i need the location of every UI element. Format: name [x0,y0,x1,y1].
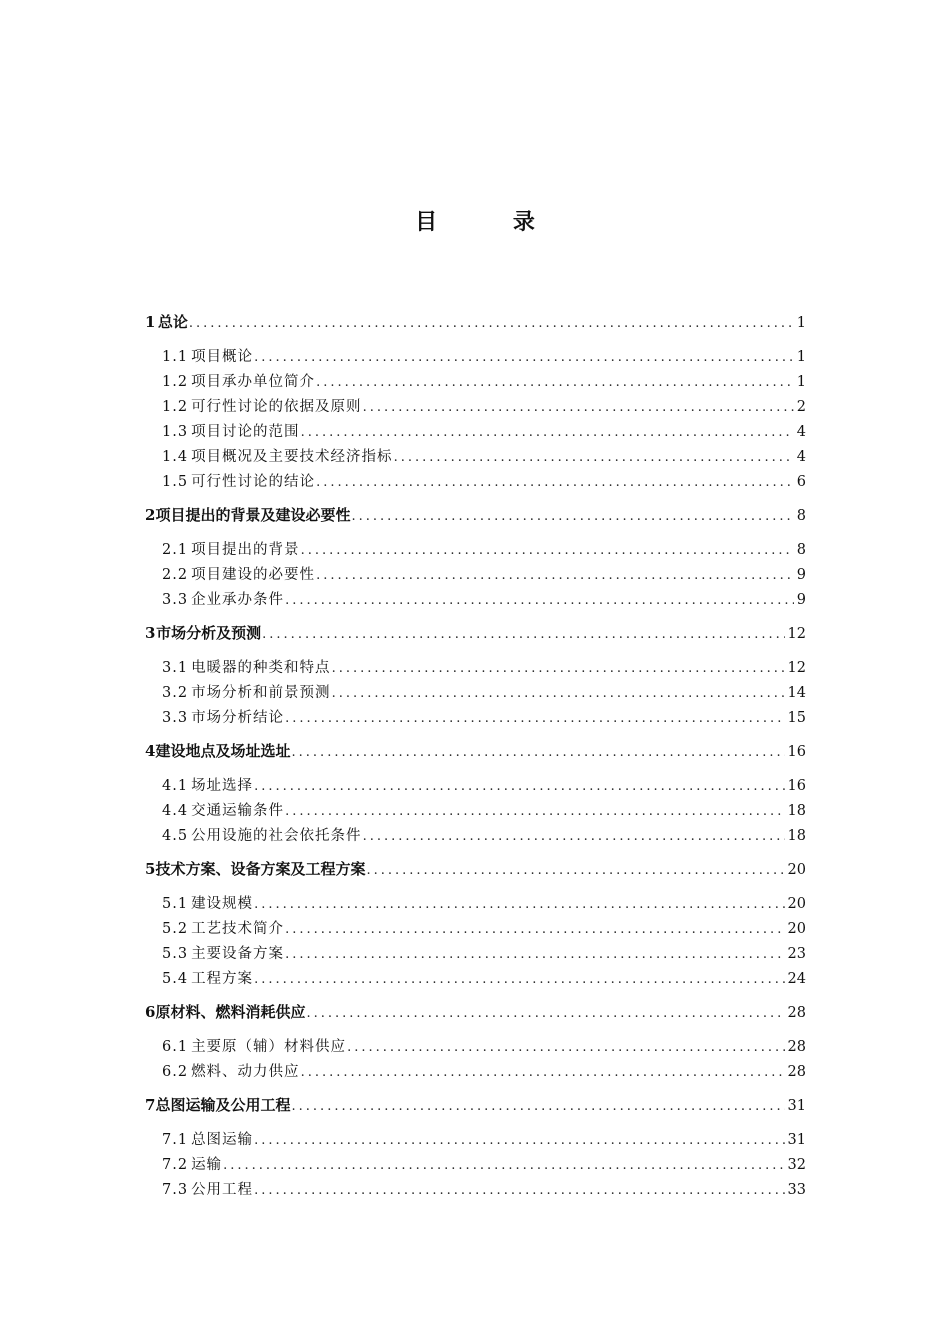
toc-dot-leader [292,745,785,760]
toc-entry-title: 总论 [157,313,188,331]
toc-dot-leader [363,400,794,415]
toc-entry-title: 主要原（辅）材料供应 [191,1039,347,1055]
toc-entry-number: 2 [145,506,156,524]
toc-entry-title: 工艺技术简介 [191,921,285,937]
toc-dot-leader [285,922,784,937]
toc-section-entry[interactable] [162,563,806,584]
toc-entry-number: 3.1 [162,660,189,676]
toc-entry-number: 7.1 [162,1132,189,1148]
toc-page-number: 12 [787,660,806,676]
toc-dot-leader [254,779,784,794]
toc-section-entry[interactable] [162,774,806,795]
toc-section-entry[interactable] [162,1060,806,1081]
toc-entry-number: 2.1 [162,542,189,558]
toc-dot-leader [254,1133,784,1148]
toc-page-number: 20 [787,921,806,937]
toc-dot-leader [254,1183,784,1198]
toc-section-entry[interactable] [162,942,806,963]
toc-chapter-entry[interactable] [145,740,806,761]
toc-entry-title: 交通运输条件 [191,803,285,819]
toc-entry-number: 4.1 [162,778,189,794]
toc-entry-title: 项目讨论的范围 [191,424,300,440]
toc-entry-number: 1 [145,313,156,331]
toc-entry-title: 原材料、燃料消耗供应 [155,1003,306,1021]
toc-entry-number: 5.3 [162,946,189,962]
toc-page-number: 32 [787,1157,806,1173]
toc-dot-leader [223,1158,784,1173]
toc-dot-leader [285,593,794,608]
toc-dot-leader [351,509,793,524]
toc-dot-leader [363,829,785,844]
toc-entry-number: 1.5 [162,474,189,490]
toc-dot-leader [316,568,794,583]
toc-dot-leader [366,863,784,878]
toc-page-number: 4 [796,449,806,465]
toc-entry-number: 4 [145,742,156,760]
toc-chapter-entry[interactable] [145,622,806,643]
toc-page-number: 33 [787,1182,806,1198]
toc-title: 目 录 [415,209,569,235]
toc-entry-number: 1.3 [162,424,189,440]
toc-entry-number: 1.2 [162,399,189,415]
toc-entry-number: 5.1 [162,896,189,912]
toc-entry-title: 技术方案、设备方案及工程方案 [155,860,366,878]
toc-dot-leader [254,350,794,365]
toc-page-number: 6 [796,474,806,490]
toc-page-number: 14 [787,685,806,701]
toc-page-number: 20 [787,896,806,912]
toc-entry-title: 项目提出的背景及建设必要性 [155,506,351,524]
toc-entry-number: 1.4 [162,449,189,465]
toc-section-entry[interactable] [162,656,806,677]
toc-entry-number: 1.2 [162,374,189,390]
toc-page-number: 1 [796,349,806,365]
toc-entry-title: 运输 [191,1157,223,1173]
toc-dot-leader [316,375,794,390]
toc-page-number: 28 [787,1005,806,1021]
toc-entry-title: 总图运输 [191,1132,254,1148]
toc-entry-number: 7.3 [162,1182,189,1198]
toc-section-entry[interactable] [162,1128,806,1149]
toc-entry-title: 项目承办单位简介 [191,374,316,390]
toc-dot-leader [301,543,794,558]
toc-entry-number: 1.1 [162,349,189,365]
toc-entry-title: 市场分析及预测 [156,624,262,642]
toc-section-entry[interactable] [162,470,806,491]
toc-section-entry[interactable] [162,681,806,702]
toc-entry-number: 5.4 [162,971,189,987]
toc-section-entry[interactable] [162,1178,806,1199]
toc-entry-title: 项目建设的必要性 [191,567,316,583]
toc-entry-title: 电暖器的种类和特点 [191,660,331,676]
toc-section-entry[interactable] [162,1035,806,1056]
toc-entry-title: 可行性讨论的结论 [191,474,316,490]
toc-entry-number: 2.2 [162,567,189,583]
toc-entry-title: 场址选择 [191,778,254,794]
toc-section-entry[interactable] [162,892,806,913]
toc-section-entry[interactable] [162,538,806,559]
toc-entry-title: 市场分析和前景预测 [191,685,331,701]
toc-page-number: 12 [787,626,806,642]
toc-entry-number: 7 [145,1096,156,1114]
toc-entry-title: 公用设施的社会依托条件 [191,828,362,844]
toc-page-number: 16 [787,744,806,760]
toc-page-number: 4 [796,424,806,440]
toc-dot-leader [285,947,784,962]
toc-page-number: 9 [796,567,806,583]
toc-entry-number: 3 [145,624,156,642]
toc-entry-title: 建设规模 [191,896,254,912]
toc-entry-number: 3.3 [162,592,189,608]
toc-section-entry[interactable] [162,420,806,441]
toc-section-entry[interactable] [162,917,806,938]
toc-section-entry[interactable] [162,370,806,391]
toc-dot-leader [332,661,785,676]
toc-entry-title: 建设地点及场址选址 [155,742,291,760]
toc-dot-leader [332,686,785,701]
toc-dot-leader [262,627,784,642]
toc-entry-number: 7.2 [162,1157,189,1173]
toc-page-number: 15 [787,710,806,726]
toc-chapter-entry[interactable] [145,858,806,879]
toc-entry-title: 工程方案 [191,971,254,987]
toc-section-entry[interactable] [162,824,806,845]
toc-dot-leader [301,425,794,440]
toc-entry-title: 企业承办条件 [191,592,285,608]
toc-page-number: 8 [796,542,806,558]
toc-page-number: 8 [796,508,806,524]
toc-entry-title: 燃料、动力供应 [191,1064,300,1080]
toc-page-number: 2 [796,399,806,415]
toc-page-number: 31 [787,1098,806,1114]
toc-entry-number: 4.4 [162,803,189,819]
toc-chapter-entry[interactable] [145,1094,806,1115]
toc-section-entry[interactable] [162,588,806,609]
toc-entry-number: 5.2 [162,921,189,937]
toc-page-number: 31 [787,1132,806,1148]
toc-section-entry[interactable] [162,445,806,466]
toc-page-number: 18 [787,803,806,819]
toc-entry-title: 项目概论 [191,349,254,365]
toc-entry-number: 3.3 [162,710,189,726]
toc-dot-leader [394,450,794,465]
toc-dot-leader [285,804,784,819]
toc-page-number: 1 [796,315,806,331]
toc-entry-number: 3.2 [162,685,189,701]
toc-page-number: 28 [787,1039,806,1055]
toc-section-entry[interactable] [162,345,806,366]
toc-dot-leader [254,972,784,987]
toc-entry-title: 主要设备方案 [191,946,285,962]
toc-dot-leader [301,1065,785,1080]
toc-entry-number: 6.1 [162,1039,189,1055]
toc-chapter-entry[interactable] [145,311,806,332]
toc-section-entry[interactable] [162,706,806,727]
toc-section-entry[interactable] [162,799,806,820]
toc-section-entry[interactable] [162,1153,806,1174]
toc-page-number: 9 [796,592,806,608]
toc-entry-title: 公用工程 [191,1182,254,1198]
toc-entry-number: 6 [145,1003,156,1021]
toc-dot-leader [285,711,784,726]
toc-dot-leader [316,475,794,490]
toc-entry-title: 项目提出的背景 [191,542,300,558]
toc-entry-number: 6.2 [162,1064,189,1080]
toc-dot-leader [292,1099,785,1114]
toc-entry-title: 项目概况及主要技术经济指标 [191,449,393,465]
toc-page-number: 1 [796,374,806,390]
toc-section-entry[interactable] [162,395,806,416]
toc-chapter-entry[interactable] [145,504,806,525]
toc-dot-leader [347,1040,784,1055]
toc-chapter-entry[interactable] [145,1001,806,1022]
toc-dot-leader [189,316,794,331]
toc-page-number: 23 [787,946,806,962]
toc-entry-title: 可行性讨论的依据及原则 [191,399,362,415]
toc-dot-leader [254,897,784,912]
toc-entry-title: 总图运输及公用工程 [155,1096,291,1114]
toc-page-number: 16 [787,778,806,794]
toc-entry-title: 市场分析结论 [191,710,285,726]
toc-page-number: 20 [787,862,806,878]
toc-page-number: 18 [787,828,806,844]
toc-page-number: 28 [787,1064,806,1080]
toc-page-number: 24 [787,971,806,987]
toc-entry-number: 4.5 [162,828,189,844]
toc-section-entry[interactable] [162,967,806,988]
toc-entry-number: 5 [145,860,156,878]
toc-dot-leader [306,1006,784,1021]
